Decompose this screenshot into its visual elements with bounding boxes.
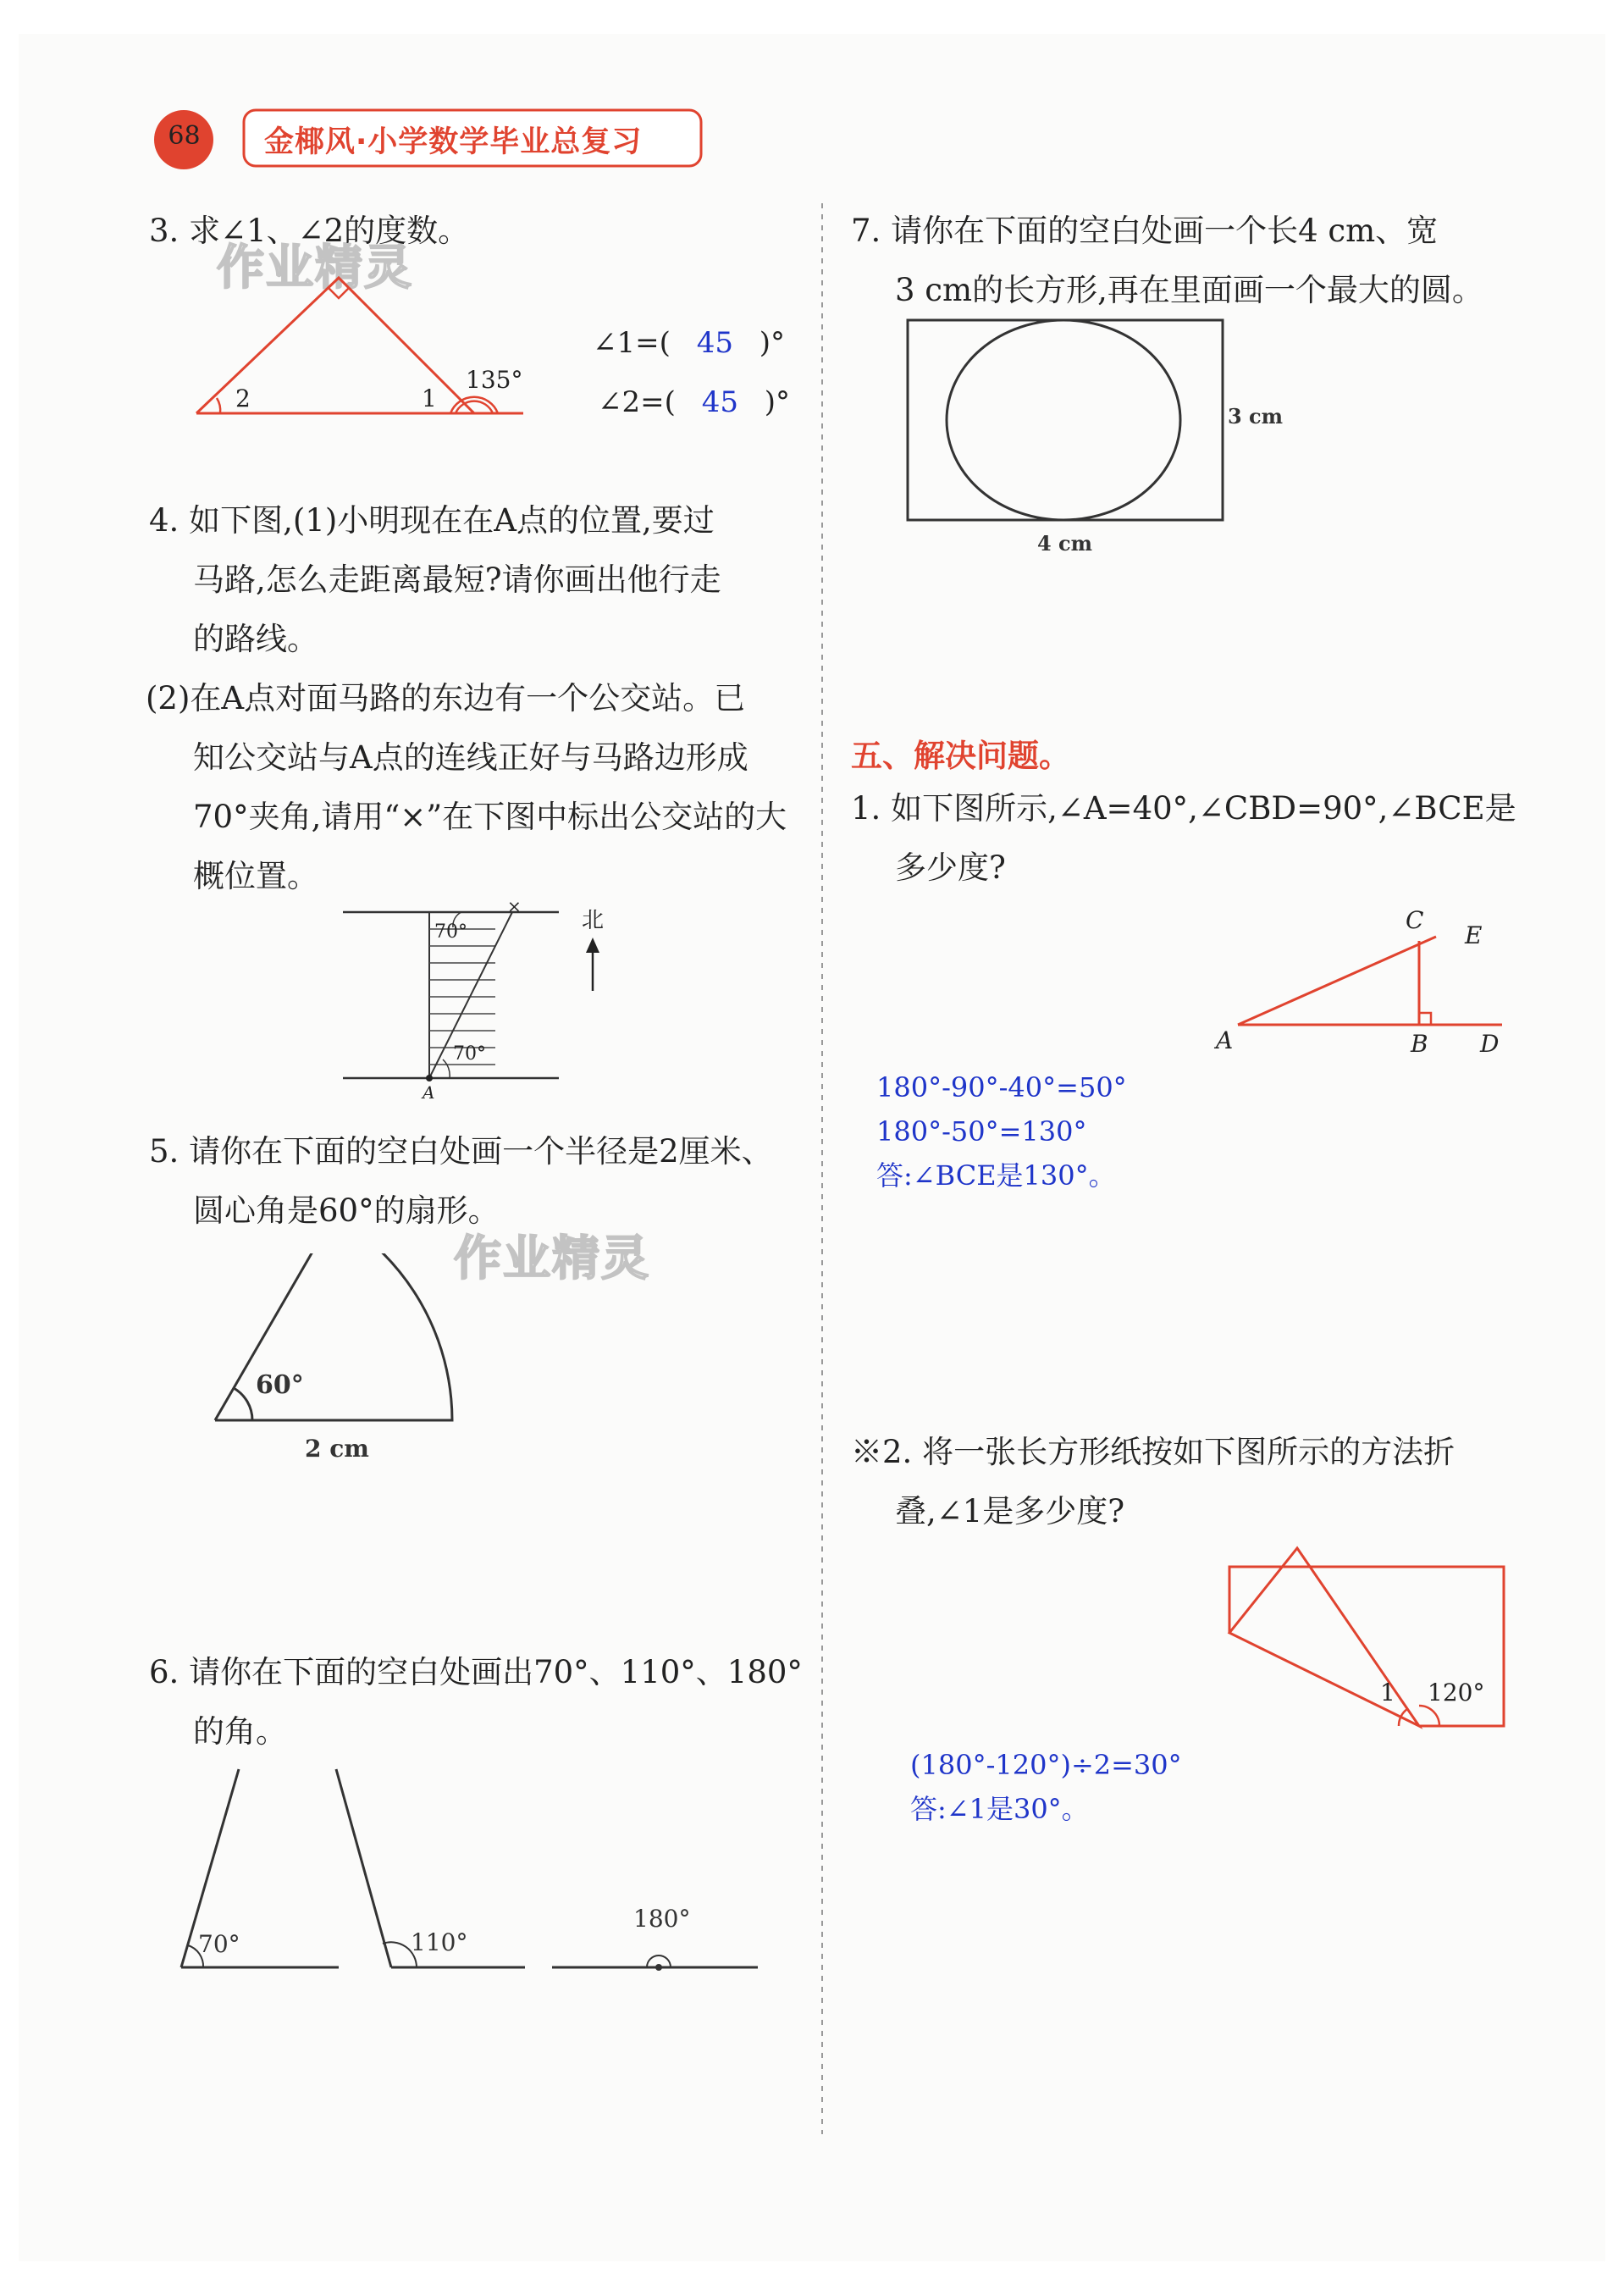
q3-answer-1-suffix: )° [759, 326, 786, 360]
label-a: A [1216, 1026, 1234, 1054]
s5-p2-angle-120-label: 120° [1428, 1679, 1485, 1706]
s5-p2-answer-line-1: (180°-120°)÷2=30° [910, 1749, 1182, 1781]
q4-angle-bottom-label: 70° [453, 1043, 486, 1065]
q6-line-2: 的角。 [193, 1713, 287, 1750]
q4-part2-line-1: (2)在A点对面马路的东边有一个公交站。已 [146, 680, 746, 716]
q3-answer-1-value: 45 [696, 326, 733, 360]
q4-number: 4. [149, 502, 180, 539]
q5-line-1: 请你在下面的空白处画一个半径是2厘米、 [189, 1133, 773, 1170]
label-e: E [1465, 921, 1483, 949]
q5-line-2: 圆心角是60°的扇形。 [193, 1192, 500, 1229]
q4-line-1: 如下图,(1)小明现在在A点的位置,要过 [189, 502, 715, 539]
q3-answer-1-prefix: ∠1=( [593, 326, 671, 360]
right-angle-mark [329, 278, 349, 298]
s5-p1-figure [1211, 906, 1516, 1067]
book-title: 金椰风·小学数学毕业总复习 [264, 125, 643, 159]
q4-line-2: 马路,怎么走距离最短?请你画出他行走 [193, 561, 721, 598]
q5-radius-label: 2 cm [305, 1435, 369, 1463]
q3-number: 3. [149, 213, 180, 249]
q7-line-2: 3 cm的长方形,再在里面画一个最大的圆。 [895, 272, 1483, 308]
q4-road-figure [334, 893, 639, 1114]
q7-height-label: 3 cm [1228, 404, 1284, 429]
label-c: C [1406, 906, 1424, 934]
s5-p1-prompt [851, 779, 1516, 898]
q4-angle-top-label: 70° [434, 921, 467, 943]
column-divider [820, 203, 825, 2134]
q3-angle-2-label: 2 [235, 384, 251, 412]
s5-p2-answer-line-2: 答:∠1是30°。 [910, 1793, 1089, 1825]
watermark-1: 作业精灵 [217, 241, 413, 296]
q3-triangle-figure [186, 263, 542, 423]
q3-answer-2-value: 45 [701, 385, 738, 419]
q7-prompt [851, 202, 1483, 320]
s5-p2-line-2: 叠,∠1是多少度? [895, 1493, 1125, 1529]
s5-p1-answer-line-1: 180°-90°-40°=50° [876, 1071, 1127, 1104]
q6-line-1: 请你在下面的空白处画出70°、110°、180° [189, 1654, 803, 1690]
s5-p2-prompt [851, 1423, 1455, 1541]
q5-number: 5. [149, 1133, 180, 1170]
q6-angle-110-label: 110° [411, 1928, 468, 1956]
s5-p1-line-1: 如下图所示,∠A=40°,∠CBD=90°,∠BCE是 [891, 790, 1516, 827]
q3-answer-1 [593, 326, 785, 360]
q6-angle-180-label: 180° [633, 1905, 691, 1933]
q6-angle-70-label: 70° [198, 1930, 240, 1958]
s5-p2-figure [1219, 1541, 1511, 1736]
q6-angles-figure [169, 1757, 779, 1986]
q7-line-1: 请你在下面的空白处画一个长4 cm、宽 [891, 213, 1439, 249]
page-number: 68 [168, 121, 201, 151]
q7-number: 7. [851, 213, 881, 249]
s5-p2-angle-1-label: 1 [1380, 1679, 1395, 1706]
label-d: D [1480, 1030, 1500, 1058]
q7-width-label: 4 cm [1037, 531, 1093, 556]
q3-answer-2-prefix: ∠2=( [598, 385, 676, 419]
q4-part2-line-4: 概位置。 [193, 858, 318, 894]
s5-p1-answer-line-3: 答:∠BCE是130°。 [876, 1159, 1116, 1192]
q6-number: 6. [149, 1654, 180, 1690]
s5-p1-number: 1. [851, 790, 881, 827]
q4-part2-line-3: 70°夹角,请用“×”在下图中标出公交站的大 [193, 799, 787, 835]
q4-north-label: 北 [582, 908, 605, 933]
s5-p2-line-1: 将一张长方形纸按如下图所示的方法折 [922, 1434, 1456, 1470]
q5-prompt [149, 1122, 773, 1241]
q3-text: 求∠1、∠2的度数。 [189, 213, 470, 249]
q3-answer-2-suffix: )° [764, 385, 791, 419]
q4-part2-line-2: 知公交站与A点的连线正好与马路边形成 [193, 739, 748, 776]
s5-p2-number: ※2. [851, 1434, 913, 1470]
s5-p1-answer-line-2: 180°-50°=130° [876, 1115, 1087, 1148]
watermark-2: 作业精灵 [454, 1231, 650, 1286]
s5-p1-answer [876, 1065, 1127, 1198]
q4-cross-mark: × [507, 896, 522, 916]
q7-rectangle-figure [898, 313, 1304, 559]
q3-answer-2 [598, 385, 790, 419]
label-b: B [1411, 1030, 1428, 1058]
q4-prompt [146, 491, 787, 906]
section-5-title: 五、解决问题。 [851, 737, 1070, 774]
q3-angle-1-label: 1 [422, 384, 437, 412]
q5-sector-figure [203, 1253, 466, 1465]
s5-p2-answer [910, 1743, 1182, 1831]
q6-prompt [149, 1643, 803, 1762]
q4-line-3: 的路线。 [193, 621, 318, 657]
q3-prompt [149, 202, 469, 261]
q3-angle-135-label: 135° [466, 366, 523, 394]
s5-p1-line-2: 多少度? [895, 849, 1006, 886]
q5-angle-label: 60° [256, 1370, 304, 1400]
q4-point-a-label: A [423, 1082, 435, 1103]
